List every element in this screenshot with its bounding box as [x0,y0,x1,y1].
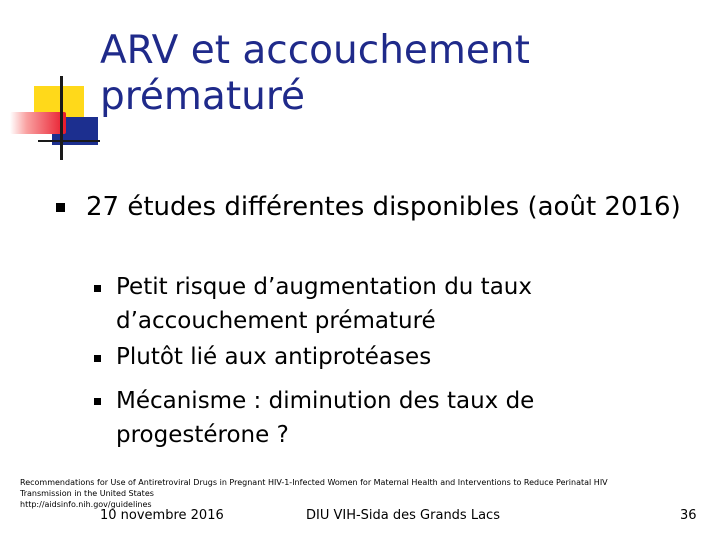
reference-line: Transmission in the United States [20,489,154,498]
footer-date: 10 novembre 2016 [100,508,224,523]
slide-title [100,28,700,120]
main-bullet-text: 27 études différentes disponibles (août 2016) [86,192,681,222]
logo-vertical-line [60,76,63,160]
logo-horizontal-line [38,140,100,142]
square-bullet-icon [56,203,65,212]
reference-citation [20,477,700,510]
reference-url: http://aidsinfo.nih.gov/guidelines [20,500,152,509]
slide-title-line2: prématuré [100,74,305,119]
logo-red-bar [10,112,66,134]
square-bullet-icon [94,355,101,362]
square-bullet-icon [94,398,101,405]
square-bullet-icon [94,285,101,292]
slide-logo-decoration [0,0,110,170]
slide-title-line1: ARV et accouchement [100,28,530,73]
sub-bullet-text: Mécanisme : diminution des taux de progestérone ? [116,388,535,448]
footer-page-number: 36 [680,508,697,523]
sub-bullet-text: Plutôt lié aux antiprotéases [116,344,432,370]
footer-event: DIU VIH-Sida des Grands Lacs [306,508,500,523]
sub-bullet-text: Petit risque d’augmentation du taux d’accouchement prématuré [116,274,532,334]
reference-line: Recommendations for Use of Antiretroviral Drugs in Pregnant HIV-1-Infected Women for Maternal Health and Interventions to Reduce Perinatal HIV [20,478,608,487]
